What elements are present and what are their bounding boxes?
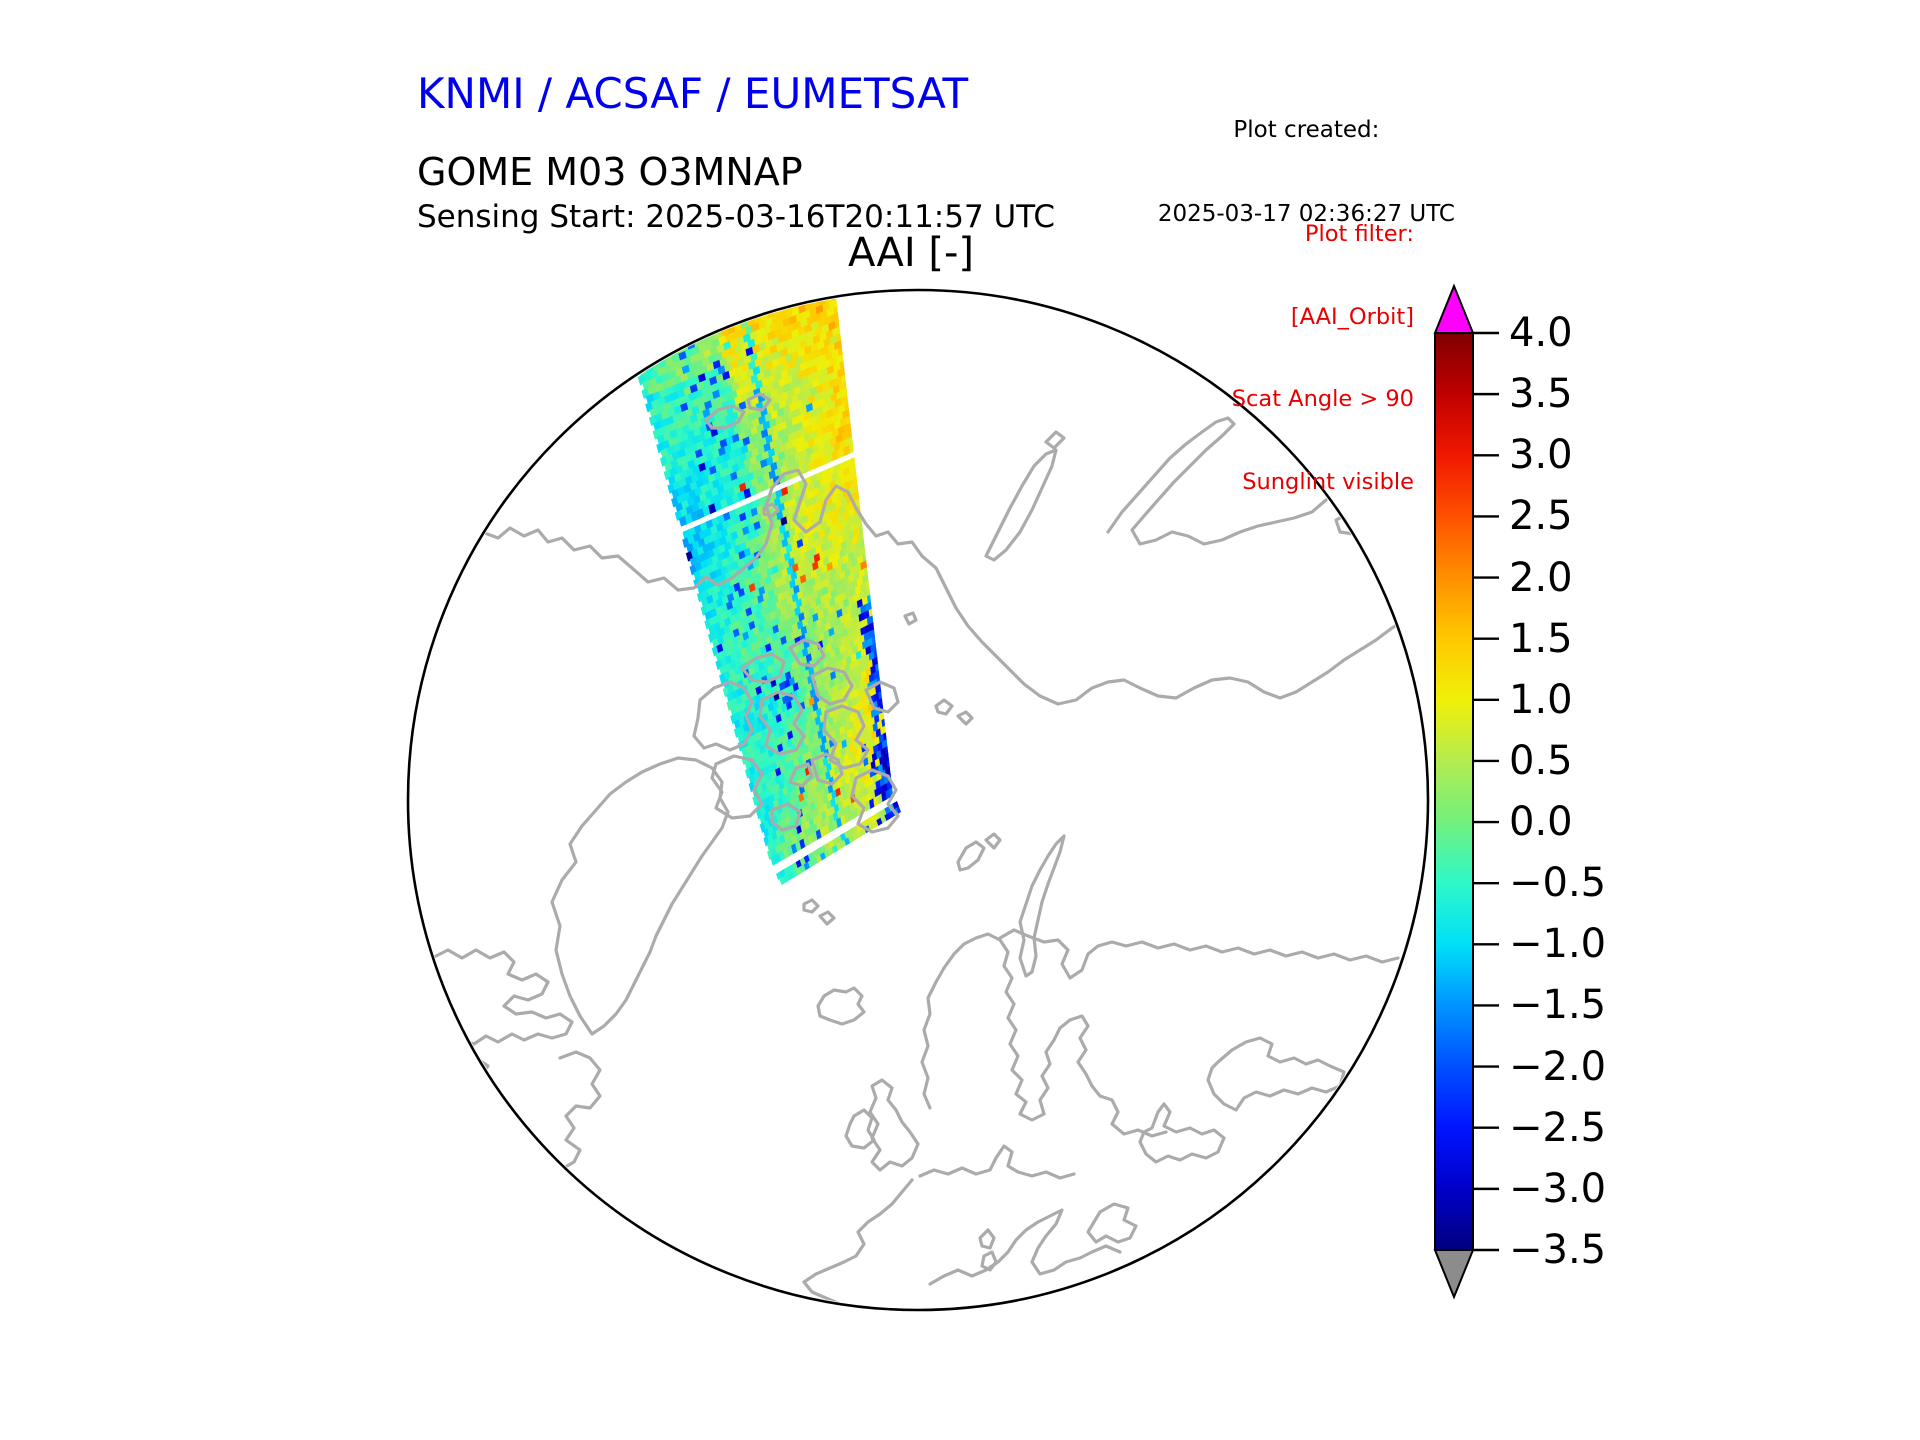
swath-cell — [718, 313, 728, 325]
swath-cell — [711, 316, 721, 328]
swath-cell — [776, 276, 786, 288]
swath-cell — [630, 347, 640, 358]
swath-cell — [816, 282, 825, 294]
swath-cell — [670, 331, 680, 343]
swath-cell — [747, 295, 757, 307]
plot-filter-block — [1232, 166, 1414, 551]
coastline-great-britain — [870, 1080, 918, 1170]
swath-cell — [796, 290, 806, 302]
swath-cell — [738, 305, 748, 317]
swath-cell — [763, 281, 773, 293]
swath-cell — [692, 315, 702, 327]
coastline-labrador-coast — [560, 1052, 600, 1170]
swath-cell — [660, 320, 670, 332]
coastline-black-sea-coast — [1208, 1038, 1344, 1110]
swath-cell — [713, 308, 723, 320]
swath-cell — [724, 310, 734, 322]
swath-cell — [627, 333, 637, 344]
swath-cell — [792, 284, 802, 296]
swath-cell — [751, 300, 761, 312]
coastline-canada-coast — [432, 950, 572, 1082]
swath-cell — [715, 299, 725, 311]
colorbar-tick-label: −1.0 — [1509, 921, 1607, 968]
swath-cell — [765, 295, 775, 307]
swath-cell — [636, 344, 647, 356]
colorbar-tick-label: 0.5 — [1509, 737, 1573, 784]
colorbar-gradient-bar — [1435, 333, 1473, 1250]
plot-filter-line: Plot filter: — [1304, 221, 1414, 247]
colorbar-tick-label: 2.0 — [1509, 554, 1573, 601]
coastline-russia-north-coast — [1000, 930, 1398, 978]
swath-cell — [652, 331, 662, 343]
swath-cell — [810, 285, 819, 297]
swath-cell — [803, 287, 813, 299]
coastline-corsica-sardinia — [980, 1230, 996, 1270]
swath-cell — [756, 284, 766, 296]
swath-cell — [699, 313, 709, 325]
swath-cell — [640, 328, 651, 340]
swath-cell — [646, 326, 657, 338]
swath-cell — [691, 324, 701, 336]
swath-cell — [767, 287, 777, 299]
swath-cell — [697, 321, 707, 333]
coastline-iceland — [818, 988, 864, 1024]
plot-filter-line: Scat Angle > 90 — [1231, 386, 1414, 412]
swath-cell — [760, 289, 770, 301]
plot-created-timestamp: 2025-03-17 02:36:27 UTC — [1157, 201, 1455, 227]
swath-cell — [672, 323, 682, 335]
coastline-greenland — [552, 758, 728, 1034]
colorbar-tick-label: 3.5 — [1509, 371, 1573, 418]
swath-cell — [740, 297, 750, 309]
swath-cell — [667, 318, 677, 330]
map-title: AAI [-] — [848, 230, 974, 276]
swath-cell — [790, 293, 800, 305]
swath-cell — [631, 339, 642, 351]
swath-cell — [781, 281, 791, 293]
swath-cell — [657, 337, 667, 349]
swath-cell — [653, 323, 664, 335]
colorbar-tick-label: −2.0 — [1509, 1043, 1607, 1090]
swath-cell — [706, 310, 716, 322]
swath-cell — [774, 284, 784, 296]
swath-cell — [769, 279, 779, 291]
swath-cell — [799, 282, 809, 294]
colorbar-over-arrow — [1435, 286, 1473, 333]
swath-cell — [684, 326, 694, 338]
swath-cell — [722, 297, 732, 309]
coastline-crimea — [1140, 1104, 1224, 1162]
swath-cell — [754, 292, 764, 304]
colorbar-tick-label: −1.5 — [1509, 982, 1607, 1029]
colorbar-tick-label: 4.0 — [1509, 310, 1573, 356]
colorbar-tick-label: 0.0 — [1509, 799, 1573, 846]
swath-cell — [642, 350, 652, 362]
swath-cell — [708, 302, 718, 314]
colorbar-tick-label: −0.5 — [1509, 860, 1607, 907]
swath-cell — [742, 289, 752, 301]
swath-cell — [728, 294, 738, 306]
colorbar-ticks — [1473, 333, 1499, 1250]
swath-cell — [665, 326, 675, 338]
swath-cell — [677, 329, 687, 341]
coastline-severnaya-zemlya — [986, 432, 1064, 560]
product-title: GOME M03 O3MNAP — [417, 150, 803, 194]
colorbar-tick-label: 1.0 — [1509, 676, 1573, 723]
swath-cell — [648, 347, 658, 359]
colorbar — [1435, 286, 1499, 1297]
coastline-balkans — [1088, 1204, 1136, 1242]
swath-cell — [745, 303, 755, 315]
swath-cell — [733, 300, 743, 312]
swath-cell — [731, 308, 741, 320]
swath-cell — [694, 307, 704, 319]
coastline-novaya-zemlya — [1020, 836, 1064, 976]
coastline-mediterranean-italy — [930, 1210, 1120, 1284]
coastline-europe-channel-coast — [920, 1146, 1074, 1178]
swath-cell — [662, 342, 672, 354]
coastline-svalbard — [958, 834, 1000, 870]
swath-cell — [772, 292, 782, 304]
swath-cell — [827, 285, 835, 296]
colorbar-tick-label: 3.0 — [1509, 432, 1573, 479]
swath-cell — [681, 313, 691, 325]
colorbar-tick-label: −3.0 — [1509, 1165, 1607, 1212]
swath-cell — [663, 334, 673, 346]
organisation-title: KNMI / ACSAF / EUMETSAT — [417, 69, 969, 118]
swath-cell — [643, 342, 654, 354]
colorbar-tick-label: 1.5 — [1509, 615, 1573, 662]
swath-cell — [787, 279, 797, 291]
swath-cell — [686, 318, 696, 330]
swath-cell — [633, 331, 644, 343]
coastline-ireland — [846, 1110, 874, 1148]
swath-cell — [645, 334, 656, 346]
coastline-france-iberia — [804, 1180, 912, 1304]
swath-cell — [749, 286, 759, 298]
swath-cell — [720, 305, 730, 317]
colorbar-under-arrow — [1435, 1250, 1473, 1297]
swath-cell — [812, 277, 821, 289]
swath-cell — [638, 336, 649, 348]
plot-filter-line: [AAI_Orbit] — [1290, 303, 1414, 330]
coastline-scandinavia — [922, 934, 1166, 1136]
plot-created-label: Plot created: — [1233, 117, 1380, 143]
swath-cell — [735, 292, 745, 304]
plot-filter-line: Sunglint visible — [1242, 468, 1414, 495]
swath-cell — [805, 279, 814, 291]
swath-cell — [679, 321, 689, 333]
swath-cell — [778, 290, 788, 302]
swath-cell — [794, 276, 804, 288]
colorbar-tick-label: −3.5 — [1509, 1227, 1607, 1273]
swath-cell — [655, 345, 665, 357]
swath-cell — [830, 279, 835, 289]
colorbar-tick-label: 2.5 — [1509, 493, 1573, 540]
swath-cell — [785, 287, 795, 299]
aai-data-swath — [627, 258, 901, 885]
swath-cell — [635, 353, 646, 365]
swath-cell — [726, 302, 736, 314]
swath-cell — [650, 339, 661, 351]
swath-cell — [823, 279, 832, 291]
sensing-start: Sensing Start: 2025-03-16T20:11:57 UTC — [417, 199, 1055, 235]
swath-cell — [658, 328, 668, 340]
swath-cell — [758, 297, 768, 309]
colorbar-tick-label: −2.5 — [1509, 1104, 1607, 1151]
swath-cell — [701, 305, 711, 317]
swath-cell — [687, 310, 697, 322]
swath-cell — [674, 315, 684, 327]
swath-cell — [704, 318, 714, 330]
